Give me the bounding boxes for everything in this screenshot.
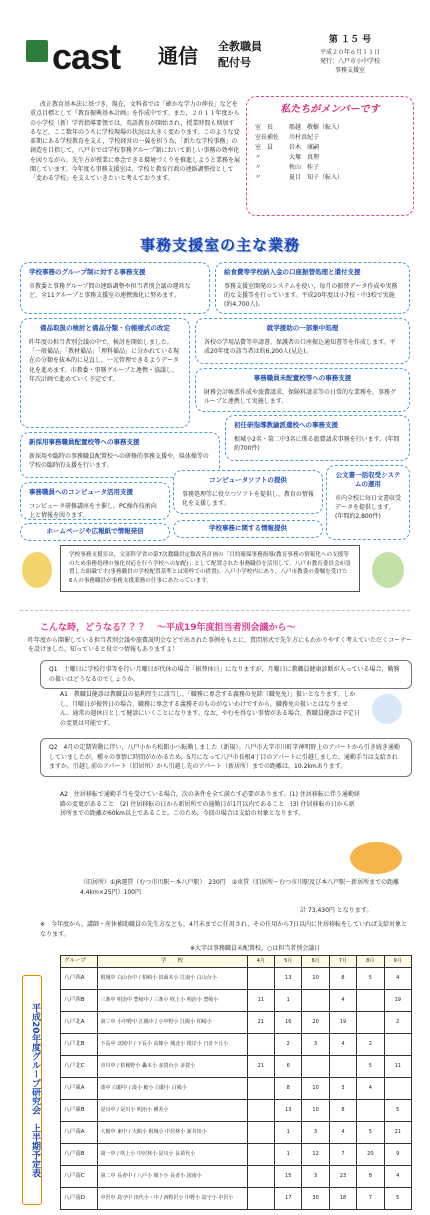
qa-intro: 昨年度から開催している担当者別会議や旅費説明会などで出された事例をもとに，質問形式で先生方にもわかりやすく考えていただくコーナーを設けました。知っていると役立つ情報もありますよ！ bbox=[28, 637, 413, 654]
date-cell: 16 bbox=[275, 1012, 302, 1034]
service-title: 事務職員未配置校等への事務支援 bbox=[253, 374, 352, 382]
table-header: 5月 bbox=[275, 956, 302, 968]
member-name: 岩木 康嗣 bbox=[289, 143, 320, 151]
service-title: 就学援助の一部集中処理 bbox=[266, 324, 339, 332]
fare-breakdown: （旧居所）①JR運賃（むつ市川駅〜本八戸駅） 230円 ②車賃（旧居所〜むつ市川駅及び本八戸駅〜新居所までの距離4.4km×25円）100円 bbox=[80, 879, 400, 896]
service-title: 学校事務に関する情報提供 bbox=[209, 524, 287, 532]
date-cell: 1 bbox=[275, 990, 302, 1012]
school-cell: 市川中 / 桔梗野小 轟木小 多賀台小 多賀小 bbox=[97, 1056, 247, 1078]
date-cell bbox=[247, 1100, 274, 1122]
date-cell: 9 bbox=[384, 1144, 411, 1166]
date-cell: 4 bbox=[329, 990, 356, 1012]
date-cell: 13 bbox=[275, 1100, 302, 1122]
date-cell: 1 bbox=[275, 1144, 302, 1166]
service-box bbox=[195, 368, 410, 412]
date-cell bbox=[384, 1034, 411, 1056]
illustration-right-icon bbox=[372, 552, 404, 588]
group-cell: 八戸南D bbox=[61, 1188, 98, 1210]
member-name: 船越 敬樹（転入） bbox=[289, 123, 344, 131]
date-cell: 20 bbox=[302, 1012, 329, 1034]
group-cell: 八戸南C bbox=[61, 1166, 98, 1188]
date-cell: 5 bbox=[357, 1056, 384, 1078]
member-role: 〃 bbox=[255, 174, 262, 182]
school-cell: 是川中 / 是川小 明治小 種差小 bbox=[97, 1100, 247, 1122]
date-cell: 4 bbox=[329, 1034, 356, 1056]
service-box bbox=[20, 262, 210, 314]
date-cell: 4 bbox=[329, 1122, 356, 1144]
member-role: 室 員 bbox=[255, 143, 274, 151]
service-box bbox=[173, 470, 323, 514]
document-type: 全教職員 配付号 bbox=[218, 40, 262, 69]
answer-2: A2 住居移転で通勤手当を受けている場合，次の条件を全て満たす必要があります。(1) 住居移転に伴う通勤経路の変更があること (2) 住居移転の日から新居所での通勤日が1月以内であること (3) 住居移転の日から新居所までの距離が60km以上であること。このため，今回の場合は支給の対象となります。 bbox=[60, 791, 360, 818]
table-header: 8月 bbox=[357, 956, 384, 968]
table-header: 6月 bbox=[302, 956, 329, 968]
doctor-illustration-icon bbox=[372, 694, 402, 724]
date-cell: 3 bbox=[302, 1034, 329, 1056]
member-role: 〃 bbox=[255, 164, 262, 172]
publisher: 発行：八戸市小中学校 bbox=[319, 57, 380, 65]
date-cell bbox=[247, 1144, 274, 1166]
group-cell: 八戸西B bbox=[61, 990, 98, 1012]
member-row bbox=[255, 123, 405, 133]
date-cell bbox=[357, 1100, 384, 1122]
service-title: 給食費等学校納入金の口座振替処理と還付支援 bbox=[224, 268, 361, 276]
table-header: 7月 bbox=[329, 956, 356, 968]
service-title: 学校事務のグループ制に対する事務支援 bbox=[29, 268, 146, 276]
member-role: 室 長 bbox=[255, 123, 274, 131]
date-cell: 18 bbox=[329, 1188, 356, 1210]
table-header: 9月 bbox=[384, 956, 411, 968]
service-box bbox=[20, 482, 170, 520]
service-title: コンピュータソフトの提供 bbox=[209, 476, 287, 484]
table-row bbox=[61, 1188, 412, 1210]
table-row bbox=[61, 1034, 412, 1056]
issue-number: 第 １５ 号 bbox=[328, 35, 372, 45]
date-cell: 12 bbox=[302, 1144, 329, 1166]
service-box bbox=[20, 523, 170, 541]
group-cell: 八戸南A bbox=[61, 1122, 98, 1144]
date-cell: 3 bbox=[302, 1122, 329, 1144]
date-cell: 1 bbox=[275, 1122, 302, 1144]
date-cell: 5 bbox=[357, 968, 384, 990]
group-cell: 八戸東B bbox=[61, 1100, 98, 1122]
service-title: 備品取扱の検討と備品分類・台帳様式の改定 bbox=[40, 324, 170, 332]
date-cell bbox=[302, 990, 329, 1012]
date-cell: 8 bbox=[357, 1166, 384, 1188]
member-name: 夏目 知子（転入） bbox=[289, 174, 344, 182]
date-cell bbox=[384, 1078, 411, 1100]
cat-illustration-icon bbox=[350, 842, 402, 874]
table-row bbox=[61, 1078, 412, 1100]
school-cell: 湊中 白銀中 / 湊小 鮫小 白銀小 白鴎小 bbox=[97, 1078, 247, 1100]
member-row bbox=[255, 173, 405, 183]
service-title: 事務職員へのコンピュータ活用支援 bbox=[29, 488, 133, 496]
date-cell: 21 bbox=[247, 1012, 274, 1034]
date-cell bbox=[357, 990, 384, 1012]
issue-date: 平成２０年６月１１日 bbox=[319, 48, 380, 56]
date-cell: 8 bbox=[329, 968, 356, 990]
table-header: 学 校 bbox=[97, 956, 247, 968]
date-cell: 23 bbox=[329, 1166, 356, 1188]
newsletter-subtitle: 通信 bbox=[158, 44, 198, 68]
school-cell: 大館中 東中 / 大館小 根城小 中居林小 新井田小 bbox=[97, 1122, 247, 1144]
service-body: 各校の学用品費等申請書，保護者の口座振込通知書等を作成します。平成20年度の該当者は約6,200人(見込)。 bbox=[204, 338, 396, 356]
date-cell: 11 bbox=[247, 990, 274, 1012]
school-cell: 中沢中 島守中 田代小・中 / 西野沢小 中野小 島守小 中沢小 bbox=[97, 1188, 247, 1210]
schedule-table-title: ※大字は事務職員未配置校。○は担当者別会議日 bbox=[190, 945, 321, 952]
table-row bbox=[61, 990, 412, 1012]
group-cell: 八戸西A bbox=[61, 968, 98, 990]
note-box: 学校事務支援室は，文部科学省の第7次教職員定数改善計画の「目的確保事務指導(教育事務の情報化への支援等のため事務処理の強化対応を行う学校への加配)」として配置された事務職員を活用して，八戸市教育委員会が設置した組織です(事務職員の学校配置基準とは別枠での措置)。八戸小学校内にあり，八戸市教委の委嘱を受けた6人の事務職員が事務支援業務の仕事にあたっています。 bbox=[60, 545, 360, 592]
date-cell: 3 bbox=[302, 1166, 329, 1188]
service-box bbox=[20, 318, 190, 428]
school-cell: 第三中 小中野中 江陽中 / 小中野小 江陽小 柏崎小 bbox=[97, 1012, 247, 1034]
date-cell: 6 bbox=[275, 1056, 302, 1078]
date-cell: 2 bbox=[357, 1034, 384, 1056]
date-cell: 13 bbox=[275, 968, 302, 990]
illustration-left-icon bbox=[22, 552, 52, 588]
date-cell bbox=[247, 1188, 274, 1210]
date-cell: 17 bbox=[275, 1188, 302, 1210]
table-header: 4月 bbox=[247, 956, 274, 968]
member-row bbox=[255, 143, 405, 153]
member-name: 大塚 真理 bbox=[289, 154, 320, 162]
date-cell: 8 bbox=[275, 1078, 302, 1100]
cast-logo-icon bbox=[26, 40, 48, 62]
date-cell: 10 bbox=[302, 1078, 329, 1100]
service-body: 昨年度の担当者別会議の中で，検討を開始しました。「一般備品」「教材備品」「理科備品」に分かれている現在の分類を抜本的に見直し，一元管理できるようデータ化を進めます。市教委・事務グループと連携・協議し，年次計画で進めていく予定です。 bbox=[29, 338, 180, 383]
member-row bbox=[255, 163, 405, 173]
service-body: 財務会計帳票作成や旅費請求，保険料請求等の日常的な業務を，事務グループと連携して実施します。 bbox=[204, 388, 397, 406]
fare-total: 計 73,430円 となります。 bbox=[300, 907, 373, 914]
question-1: Q1 土曜日に学校行事等を行い月曜日が代休の場合「振替休日」になりますが，月曜日に教職員健康診断が入っている場合，勤務の扱いはどうなるのでしょうか。 bbox=[40, 660, 412, 689]
service-body: 市内全校に毎日文書収受データを提供します。(年間約2,800件) bbox=[335, 494, 402, 521]
service-box bbox=[225, 415, 410, 461]
date-cell: 5 bbox=[384, 1188, 411, 1210]
service-body: 新採用や臨時の事務職員配置校への研修的事務支援や，県体操等の学校の臨時的支援を行います。 bbox=[29, 452, 209, 470]
date-cell bbox=[247, 1166, 274, 1188]
service-body: 事務支援室開発のシステムを使い，毎月の振替データ作成や実務的な支援等を行っています。平成20年度は小7校・中3校で実施(約4,700人)。 bbox=[224, 282, 398, 309]
date-cell: 20 bbox=[357, 1144, 384, 1166]
table-row bbox=[61, 1122, 412, 1144]
table-row bbox=[61, 1166, 412, 1188]
cast-logo-text: cast bbox=[52, 36, 121, 77]
group-cell: 八戸北B bbox=[61, 1034, 98, 1056]
member-role: 〃 bbox=[255, 154, 262, 162]
group-cell: 八戸東A bbox=[61, 1078, 98, 1100]
group-cell: 八戸南B bbox=[61, 1144, 98, 1166]
date-cell: 19 bbox=[329, 1012, 356, 1034]
date-cell: 4 bbox=[384, 1166, 411, 1188]
date-cell: 7 bbox=[329, 1144, 356, 1166]
service-body: 事務処理等に役立つソフトを提供し，教育の情報化を支援します。 bbox=[182, 490, 314, 508]
date-cell: 4 bbox=[357, 1078, 384, 1100]
date-cell: 30 bbox=[302, 1188, 329, 1210]
school-cell: 第二中 長者中 / 八戸小 城下小 長者小 図南小 bbox=[97, 1166, 247, 1188]
date-cell: 2 bbox=[275, 1034, 302, 1056]
group-cell: 八戸北A bbox=[61, 1012, 98, 1034]
table-row bbox=[61, 968, 412, 990]
issue-info bbox=[290, 34, 410, 75]
service-title: ホームページや広報紙で情報発信 bbox=[46, 527, 144, 535]
service-title: 初任研指導教諭派遣校への事務支援 bbox=[234, 421, 338, 429]
intro-paragraph: 改正教育基本法に基づき，現在，文科省では「確かな学力の伸長」などを重点目標として『教育振興基本計画』を作成中です。また，２０１１年度からの小学校（新）学習指導要領では，英語教育が開始され，授業時間も増加するなど，ここ数年のうちに学校現場の状況は大きく変わります。このような変革期にある学校教育を支え，学校経営の一翼を担う為，「新たな学校事務」の創造を目指して，八戸市では学校事務グループ制において新しい事務の効率化を図りながら，先生方が授業に専念できる環境づくりを推進しようと業務を展開しています。今年度も事務支援室は，学校と教育行政の連絡調整役として「変わる学校」を支えていきたいと考えております。 bbox=[30, 101, 241, 183]
schedule-table bbox=[60, 955, 412, 1210]
member-row bbox=[255, 153, 405, 163]
service-title: 新採用事務職員配置校等への事務支援 bbox=[29, 438, 140, 446]
date-cell: 4 bbox=[384, 968, 411, 990]
school-cell: 三条中 明治中 豊崎中 / 三条小 吹上小 明治小 豊崎小 bbox=[97, 990, 247, 1012]
members-title: 私たちがメンバーです bbox=[280, 104, 380, 115]
member-name: 秋山 桂子 bbox=[289, 164, 320, 172]
qa-section-title: こんな時，どうなる？？？ 〜平成19年度担当者別会議から〜 bbox=[40, 623, 296, 633]
date-cell: 2 bbox=[384, 1012, 411, 1034]
date-cell: 5 bbox=[384, 1100, 411, 1122]
table-row bbox=[61, 1012, 412, 1034]
date-cell bbox=[357, 1012, 384, 1034]
date-cell bbox=[329, 1056, 356, 1078]
question-2: Q2 4月の定期異動に伴い，八戸小から松館小へ転勤しました（新規）。八戸市大字市川町字神明野上のアパートから引き続き通勤していましたが，種々の事情に時間がかかるため，5月になって八戸市長根4丁目のアパートに引越しました。通勤手当は支給されますか。引越し前のアパート（旧居所）から引越し先のアパート（新居所）までの距離は，10.2kmあります。 bbox=[40, 738, 412, 777]
service-box bbox=[173, 520, 323, 538]
service-box bbox=[326, 465, 410, 540]
section-title: 事務支援室の主な業務 bbox=[140, 236, 301, 254]
members-box bbox=[246, 96, 414, 216]
service-body: 根城小2名・第二中3名に係る旅費請求事務を行います。(年間約700件) bbox=[234, 435, 400, 453]
date-cell: 7 bbox=[357, 1188, 384, 1210]
member-row bbox=[255, 133, 405, 143]
date-cell: 21 bbox=[384, 1122, 411, 1144]
table-header: グループ bbox=[61, 956, 98, 968]
member-role: 室長補佐 bbox=[255, 133, 280, 141]
service-title: 公文書一括収受システムの運用 bbox=[335, 471, 401, 488]
service-box bbox=[195, 318, 410, 364]
date-cell: 19 bbox=[384, 990, 411, 1012]
footnote: ※ 今年度から，講師・産休補助職員の先生方なども，4月末までに任用され，その任用から7日以内に住居移転をしていれば支給対象となります。 bbox=[40, 921, 408, 938]
schedule-side-label: 平成20年度グループ研究会 上半期予定表 bbox=[22, 975, 42, 1205]
date-cell: 3 bbox=[329, 1078, 356, 1100]
table-row bbox=[61, 1144, 412, 1166]
service-body: 市教委と事務グループ間の連絡調整や担当者別会議の運営など，全11グループと事務支援室の連携強化に努めます。 bbox=[29, 282, 191, 300]
date-cell: 5 bbox=[357, 1122, 384, 1144]
date-cell: 11 bbox=[384, 1056, 411, 1078]
table-row bbox=[61, 1100, 412, 1122]
divider bbox=[20, 610, 410, 611]
table-row bbox=[61, 1056, 412, 1078]
date-cell bbox=[247, 1034, 274, 1056]
date-cell: 15 bbox=[275, 1166, 302, 1188]
school-cell: 下長中 北陵中 / 下長小 高館小 城北小 根岸小 日計ケ丘小 bbox=[97, 1034, 247, 1056]
answer-1: A1 教職員健診は教職員の福利厚生に該当し，「職務に専念する義務の免除（職免免）」扱いとなります。しかし，月曜日が振替日の場合，職務に専念する義務そのものがないわけですから，職務免の扱いとはなりません。通常の週休日として健診にいくことになります。なお，やむを得ない事情がある場合，教職員健診は予定日の変更は可能です。 bbox=[60, 691, 360, 727]
date-cell: 21 bbox=[247, 1056, 274, 1078]
service-box bbox=[215, 262, 410, 314]
date-cell bbox=[247, 1122, 274, 1144]
school-cell: 根城中 白山台中 / 柏崎小 田面木小 江南小 白山台小 bbox=[97, 968, 247, 990]
date-cell: 8 bbox=[329, 1100, 356, 1122]
date-cell: 10 bbox=[302, 1100, 329, 1122]
service-body: コンピュータ研修講座を主催し，PC操作技術向上と情報を図ります。 bbox=[29, 502, 157, 520]
date-cell bbox=[247, 968, 274, 990]
school-cell: 第一中 / 吹上小 中居林小 是川小 長苗代小 bbox=[97, 1144, 247, 1166]
member-name: 川村真紀子 bbox=[289, 133, 320, 141]
publisher-unit: 事務支援室 bbox=[334, 66, 365, 74]
date-cell: 10 bbox=[302, 968, 329, 990]
group-cell: 八戸北C bbox=[61, 1056, 98, 1078]
date-cell bbox=[302, 1056, 329, 1078]
date-cell bbox=[247, 1078, 274, 1100]
